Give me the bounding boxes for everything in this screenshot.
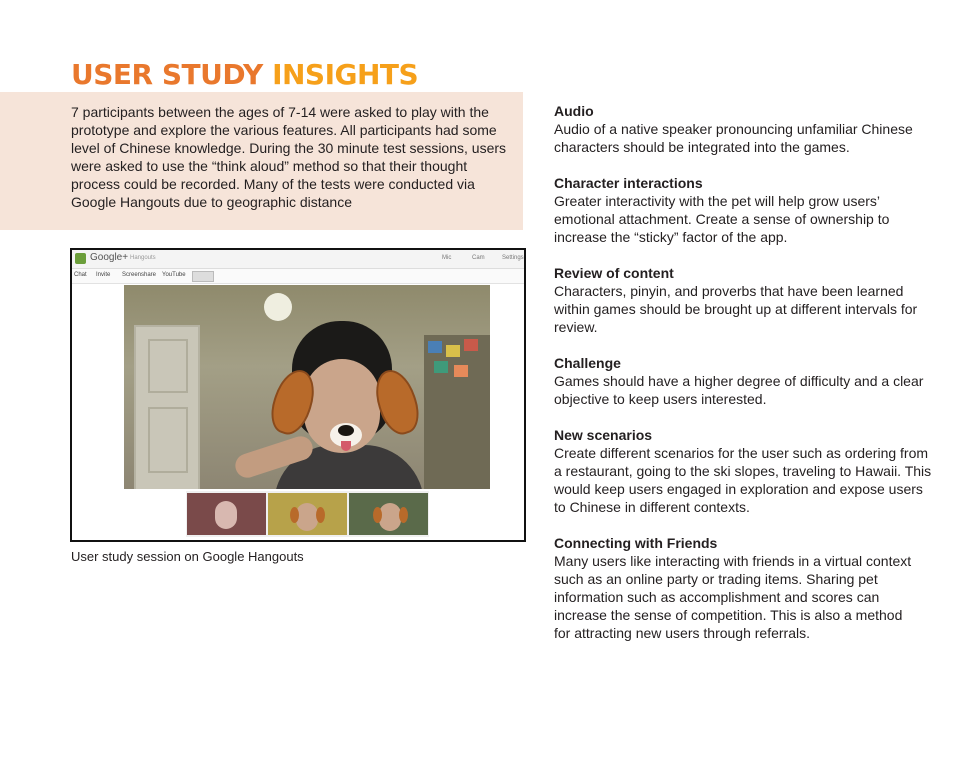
- camera-icon[interactable]: Cam: [472, 255, 485, 261]
- door-panel: [148, 407, 188, 473]
- title-part-2: INSIGHTS: [272, 58, 419, 91]
- effects-button[interactable]: [192, 271, 214, 282]
- dog-nose: [338, 425, 354, 436]
- tab-screenshare[interactable]: Screenshare: [122, 272, 157, 278]
- poster: [434, 361, 448, 373]
- insight-body: Games should have a higher degree of difficulty and a clear objective to keep users interested.: [554, 373, 924, 407]
- shelf: [424, 335, 490, 489]
- poster: [464, 339, 478, 351]
- insights-list: [554, 102, 934, 660]
- insight-new-scenarios: [554, 426, 934, 516]
- insight-body: Characters, pinyin, and proverbs that have been learned within games should be brought up at different intervals for review.: [554, 283, 918, 335]
- hangouts-logo-icon: [75, 253, 86, 264]
- ceiling-light: [264, 293, 292, 321]
- dog-tongue: [341, 441, 351, 451]
- thumbnail-3[interactable]: [349, 493, 428, 535]
- thumbnail-2[interactable]: [268, 493, 347, 535]
- page-title: [71, 58, 418, 92]
- app-name: Google+: [90, 252, 129, 263]
- insight-heading: Review of content: [554, 265, 674, 281]
- app-sub: Hangouts: [130, 255, 156, 261]
- tab-youtube[interactable]: YouTube: [162, 272, 186, 278]
- participant-thumbnails: [186, 491, 429, 537]
- insight-heading: Audio: [554, 103, 594, 119]
- screenshot-caption: User study session on Google Hangouts: [71, 549, 304, 564]
- mic-icon[interactable]: Mic: [442, 255, 452, 261]
- insight-heading: Connecting with Friends: [554, 535, 718, 551]
- insight-audio: [554, 102, 934, 156]
- hangouts-toolbar: [72, 269, 524, 284]
- insight-challenge: [554, 354, 934, 408]
- settings-icon[interactable]: Settings: [502, 255, 524, 261]
- main-video: [124, 285, 490, 489]
- title-part-1: USER STUDY: [71, 58, 263, 91]
- poster: [454, 365, 468, 377]
- insight-heading: New scenarios: [554, 427, 653, 443]
- insight-character-interactions: [554, 174, 934, 246]
- insight-body: Create different scenarios for the user such as ordering from a restaurant, going to the ski slopes, traveling to Hawaii. This would keep users engaged in exploration and expose users to Chinese in different contexts.: [554, 445, 932, 515]
- insight-body: Audio of a native speaker pronouncing unfamiliar Chinese characters should be integrated into the games.: [554, 121, 913, 155]
- door: [134, 325, 200, 489]
- intro-paragraph: 7 participants between the ages of 7-14 were asked to play with the prototype and explore the various features. All participants had some level of Chinese knowledge. During the 30 minute test sessions, users were asked to use the “think aloud” method so that their thought process could be recorded. Many of the tests were conducted via Google Hangouts due to geographic distance: [71, 104, 507, 210]
- door-panel: [148, 339, 188, 393]
- insight-body: Greater interactivity with the pet will help grow users’ emotional attachment. Create a sense of ownership to increase the “sticky” factor of the app.: [554, 193, 890, 245]
- insight-connecting-with-friends: [554, 534, 934, 642]
- thumbnail-1[interactable]: [187, 493, 266, 535]
- insight-heading: Character interactions: [554, 175, 703, 191]
- insight-heading: Challenge: [554, 355, 621, 371]
- hangouts-topbar: [72, 250, 524, 269]
- insight-body: Many users like interacting with friends in a virtual context such as an online party or trading items. Sharing pet information such as accomplishment and scores can increase the sense of competition. This is also a method for attracting new users through referrals.: [554, 553, 912, 641]
- insight-review-of-content: [554, 264, 934, 336]
- tab-invite[interactable]: Invite: [96, 272, 111, 278]
- poster: [446, 345, 460, 357]
- poster: [428, 341, 442, 353]
- hangouts-screenshot: [70, 248, 526, 542]
- tab-chat[interactable]: Chat: [74, 272, 87, 278]
